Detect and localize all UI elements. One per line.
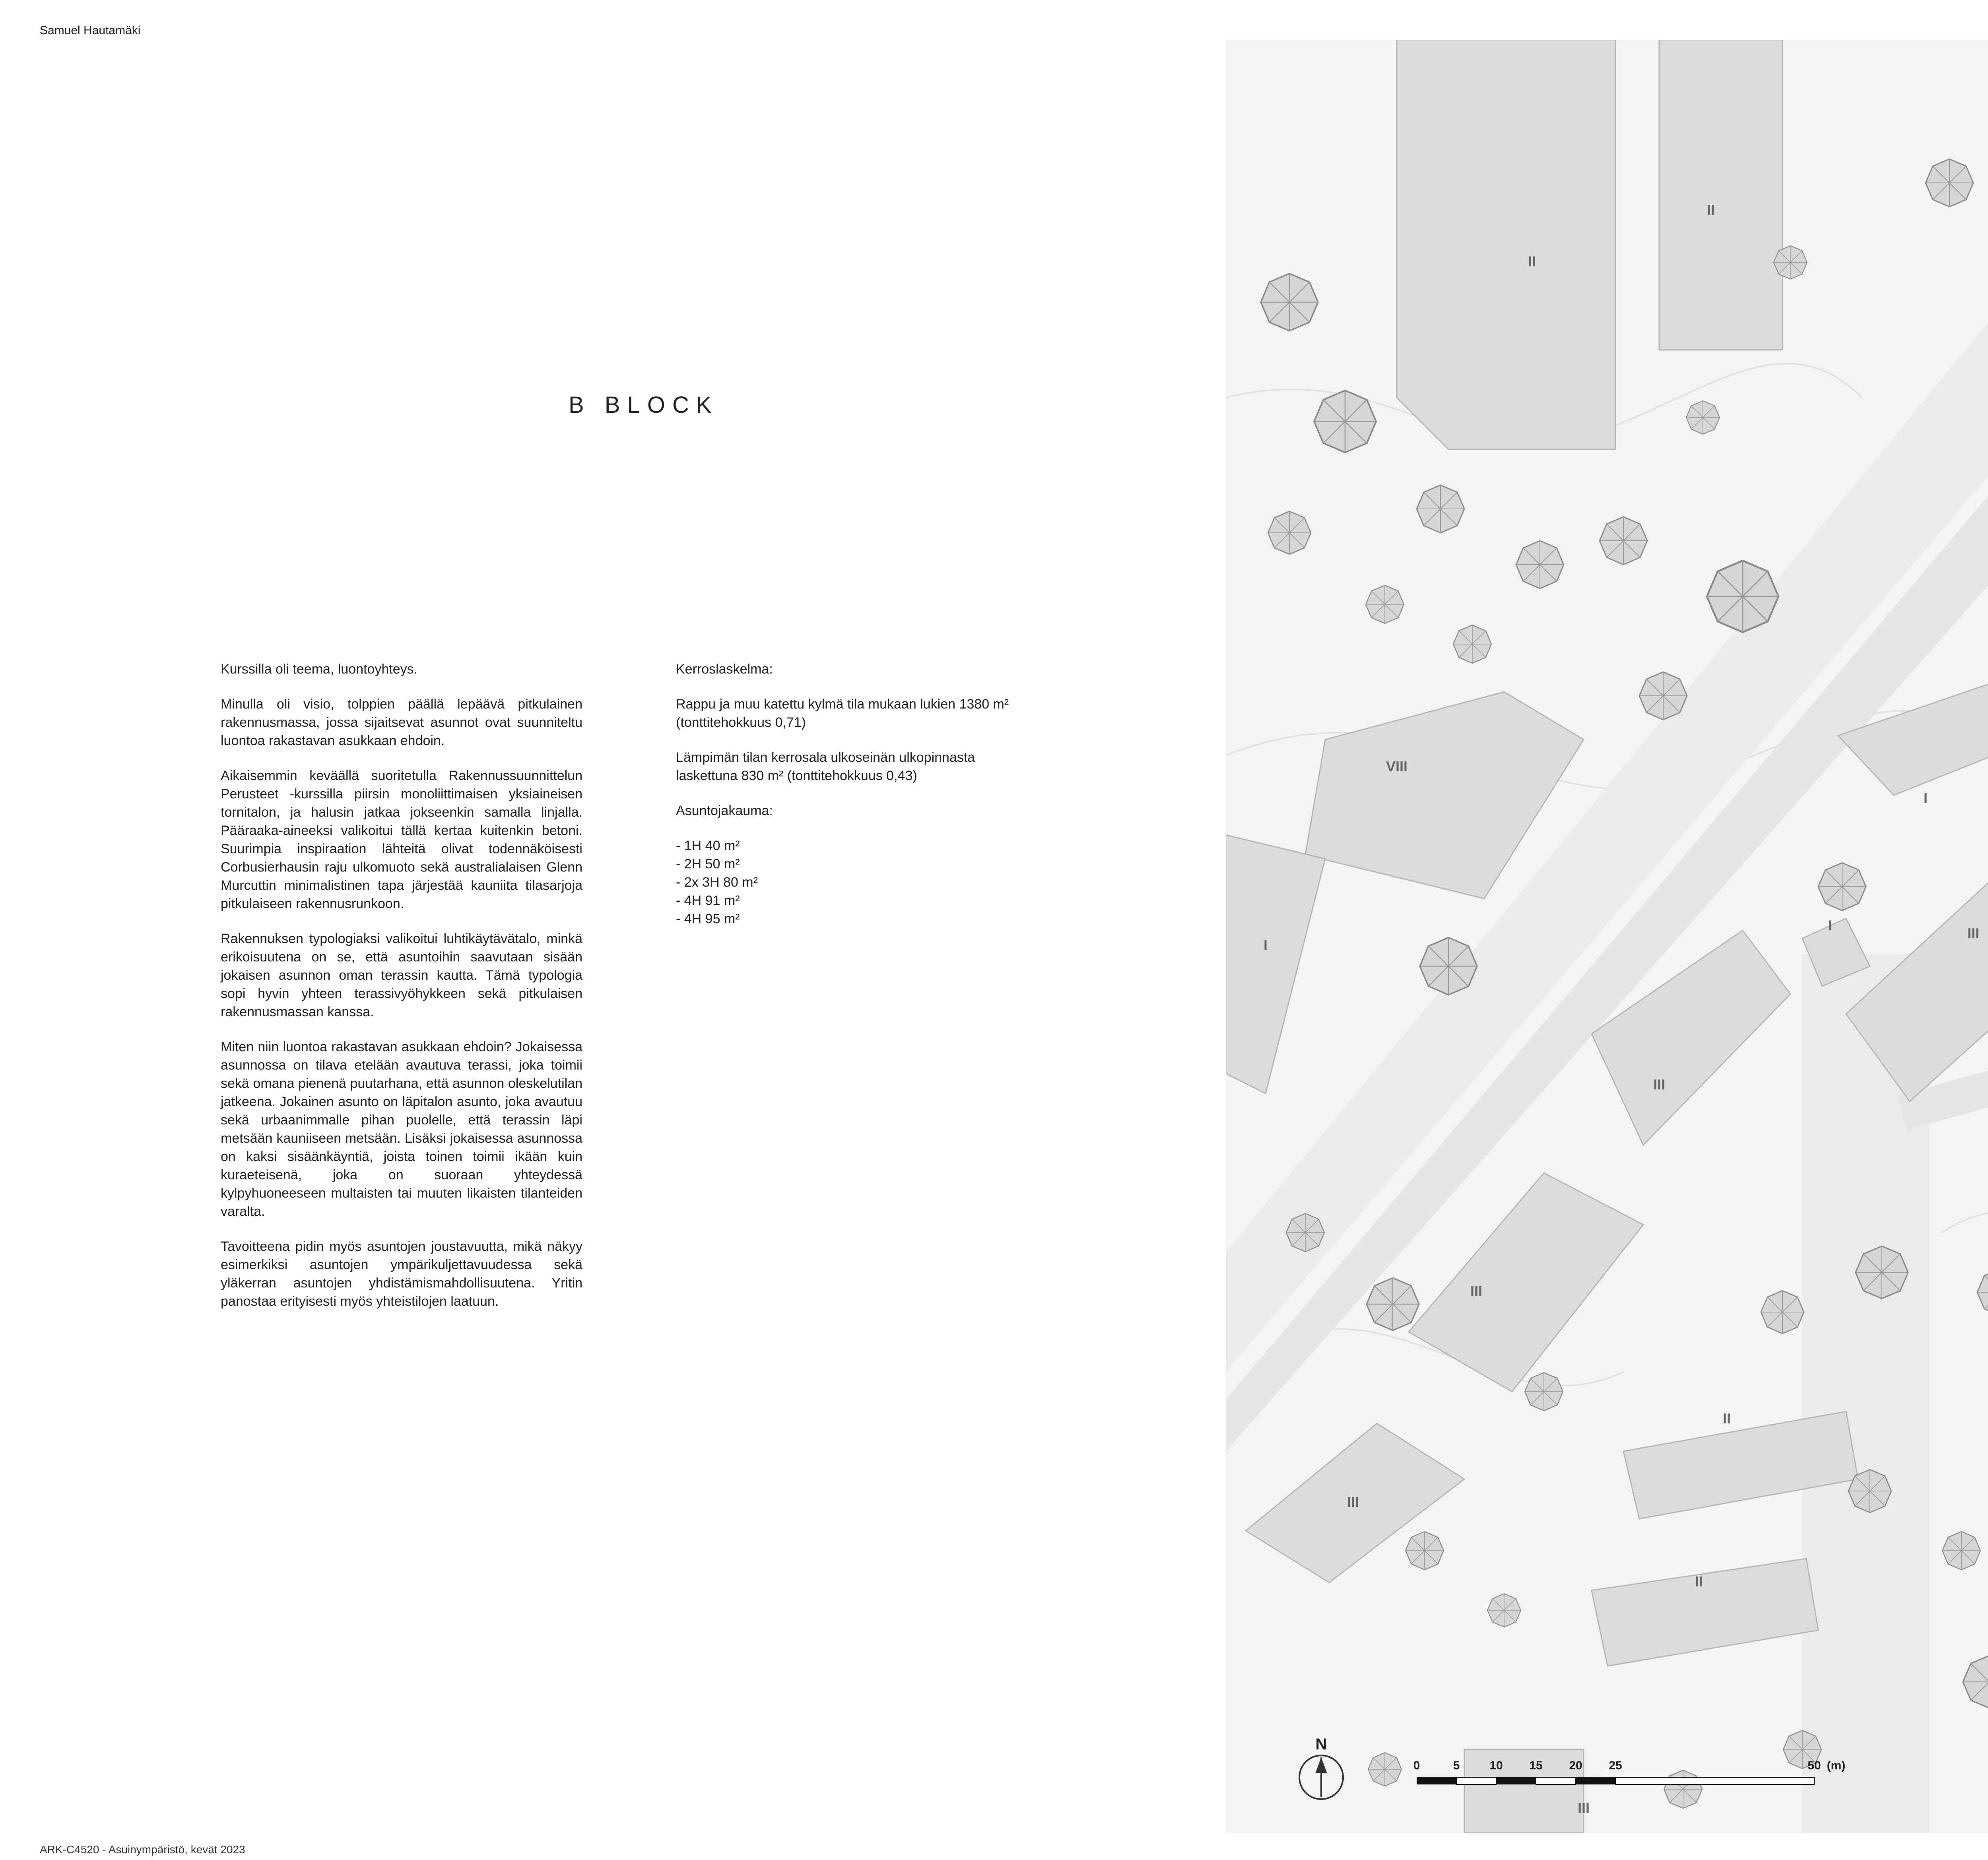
site-plan-map [1226, 40, 1988, 1833]
building-label: III [1577, 1800, 1590, 1816]
building-label: I [1263, 937, 1268, 953]
scale-label: 25 [1609, 1759, 1622, 1772]
page-title: B BLOCK [569, 392, 719, 418]
building-label: III [1967, 925, 1980, 942]
distribution-heading: Asuntojakauma: [676, 803, 773, 818]
scale-label: 15 [1529, 1759, 1543, 1772]
distribution-item: - 4H 91 m² [676, 893, 740, 908]
area-calculation [676, 660, 1038, 928]
distribution-item: - 1H 40 m² [676, 838, 740, 853]
scale-label: 50 [1807, 1759, 1821, 1772]
stats-heading: Kerroslaskelma: [676, 662, 773, 677]
north-label: N [1315, 1736, 1327, 1753]
author-name: Samuel Hautamäki [40, 24, 141, 37]
building-label: III [1347, 1494, 1359, 1510]
building-label: VIII [1386, 758, 1408, 775]
building-label: I [1923, 790, 1928, 806]
building-label: III [1653, 1076, 1666, 1093]
stats-line: Lämpimän tilan kerrosala ulkoseinän ulkopinnasta laskettuna 830 m² (tonttitehokkuus 0,43) [676, 750, 975, 783]
building-label: II [1722, 1410, 1731, 1427]
intro-paragraph: Miten niin luontoa rakastavan asukkaan ehdoin? Jokaisessa asunnossa on tilava etelään avautuva terassi, joka toimii sekä omana pienenä puutarhana, että asunnon oleskelutilan jatkeena. Jokainen asunto on läpitalon asunto, joka avautuu sekä urbaanimmalle pihan puolelle, että terassin läpi metsään kauniiseen metsään. Lisäksi jokaisessa asunnossa on kaksi sisäänkäyntiä, joista toinen toimii ikään kuin kuraeteisenä, joka on suoraan yhteydessä kylpyhuoneeseen multaisten tai muuten likaisten tilanteiden varalta. [221, 1039, 582, 1219]
building-label: III [1470, 1283, 1483, 1299]
distribution-item: - 4H 95 m² [676, 911, 740, 926]
course-footer: ARK-C4520 - Asuinympäristö, kevät 2023 [40, 1843, 245, 1856]
intro-paragraph: Tavoitteena pidin myös asuntojen joustavuutta, mikä näkyy esimerkiksi asuntojen ympärikuljettavuudessa sekä yläkerran asuntojen yhdistämismahdollisuutena. Yritin panostaa erityisesti myös yhteistilojen laatuun. [221, 1239, 582, 1309]
stats-line: Rappu ja muu katettu kylmä tila mukaan lukien 1380 m² (tonttitehokkuus 0,71) [676, 697, 1009, 730]
scale-unit: (m) [1827, 1759, 1846, 1772]
scale-label: 10 [1489, 1759, 1503, 1772]
building-label: II [1706, 202, 1715, 218]
building-label: II [1695, 1573, 1703, 1590]
building-label: I [1828, 917, 1833, 934]
distribution-item: - 2x 3H 80 m² [676, 875, 758, 890]
distribution-item: - 2H 50 m² [676, 856, 740, 872]
intro-paragraph: Aikaisemmin keväällä suoritetulla Rakennussuunnittelun Perusteet -kurssilla piirsin monoliittimaisen yksiaineisen tornitalon, ja halusin jatkaa jokseenkin samalla linjalla. Pääraaka-aineeksi valikoitui tällä kertaa kuitenkin betoni. Suurimpia inspiraation lähteitä olivat todennäköisesti Corbusierhausin raju ulkomuoto sekä australialaisen Glenn Murcuttin minimalistinen tapa järjestää kauniita tilasarjoja pitkulaiseen rakennusrunkoon. [221, 768, 582, 911]
intro-paragraph: Rakennuksen typologiaksi valikoitui luhtikäytävätalo, minkä erikoisuutena on se, että asuntoihin saavutaan sisään jokaisen asunnon oman terassin kautta. Tämä typologia sopi hyvin yhteen terassivyöhykkeen sekä pitkulaisen rakennusmassan kanssa. [221, 931, 582, 1019]
intro-paragraph: Minulla oli visio, tolppien päällä lepäävä pitkulainen rakennusmassa, jossa sijaitsevat asunnot ovat suunniteltu luontoa rakastavan asukkaan ehdoin. [221, 697, 582, 748]
scale-label: 20 [1569, 1759, 1582, 1772]
building-label: II [1528, 253, 1536, 270]
scale-label: 0 [1413, 1759, 1420, 1772]
intro-paragraph: Kurssilla oli teema, luontoyhteys. [221, 662, 418, 677]
apartment-distribution [676, 837, 1038, 928]
scale-label: 5 [1453, 1759, 1460, 1772]
intro-text [221, 660, 582, 1327]
